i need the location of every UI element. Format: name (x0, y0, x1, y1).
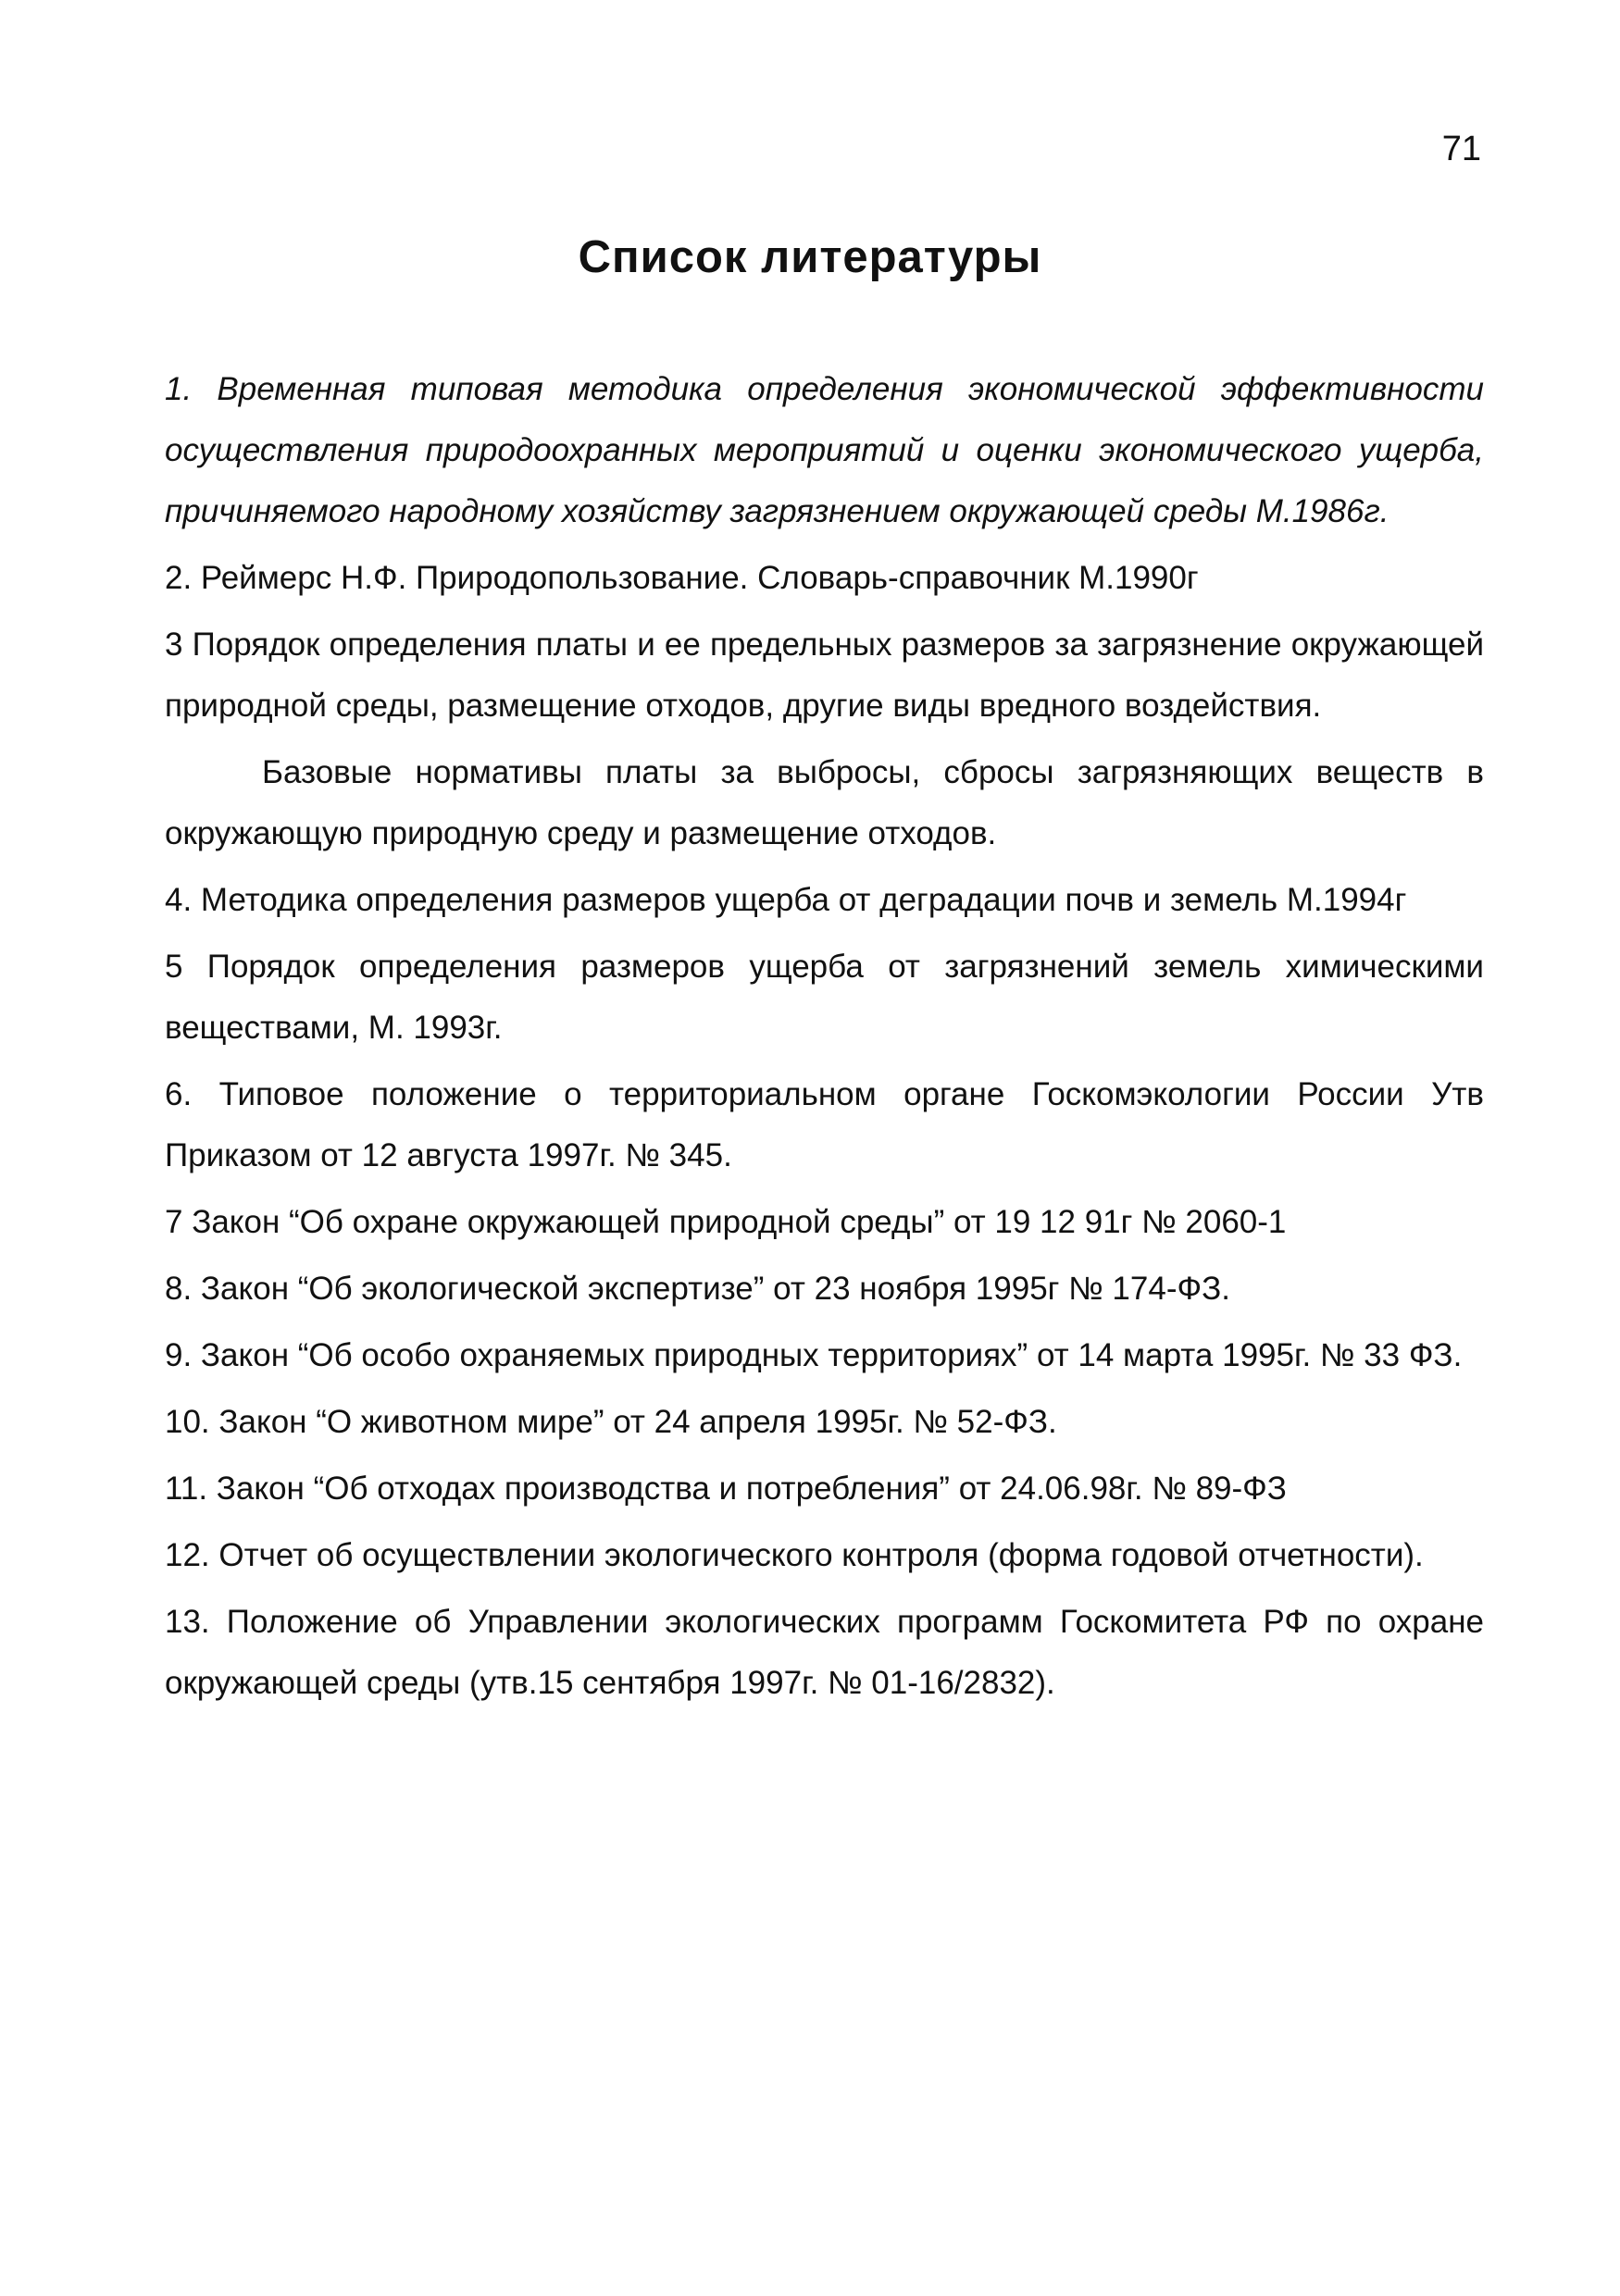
reference-item-2: 2. Реймерс Н.Ф. Природопользование. Словарь-справочник М.1990г (165, 560, 1199, 596)
page-title: Список литературы (578, 232, 1042, 282)
reference-list (165, 359, 1484, 1719)
reference-item-13: 13. Положение об Управлении экологических программ Госкомитета РФ по охране окружающей среды (утв.15 сентября 1997г. № 01-16/2832). (165, 1604, 1484, 1701)
reference-item-5: 5 Порядок определения размеров ущерба от загрязнений земель химическими веществами, М. 1993г. (165, 949, 1484, 1046)
reference-item-3-note: Базовые нормативы платы за выбросы, сбросы загрязняющих веществ в окружающую природную среду и размещение отходов. (165, 754, 1484, 851)
reference-item-1: 1. Временная типовая методика определения экономической эффективности осуществления природоохранных мероприятий и оценки экономического ущерба, причиняемого народному хозяйству загрязнением окружающей среды М.1986г. (165, 371, 1484, 529)
reference-item-11: 11. Закон “Об отходах производства и потребления” от 24.06.98г. № 89-ФЗ (165, 1471, 1287, 1507)
reference-item-7: 7 Закон “Об охране окружающей природной среды” от 19 12 91г № 2060-1 (165, 1204, 1287, 1240)
reference-item-3: 3 Порядок определения платы и ее предельных размеров за загрязнение окружающей природной среды, размещение отходов, другие виды вредного воздействия. (165, 627, 1484, 724)
reference-item-4: 4. Методика определения размеров ущерба от деградации почв и земель М.1994г (165, 882, 1407, 918)
reference-item-12: 12. Отчет об осуществлении экологического контроля (форма годовой отчетности). (165, 1537, 1424, 1573)
reference-item-10: 10. Закон “О животном мире” от 24 апреля 1995г. № 52-ФЗ. (165, 1404, 1057, 1440)
page-number: 71 (1441, 130, 1481, 168)
reference-item-9: 9. Закон “Об особо охраняемых природных территориях” от 14 марта 1995г. № 33 ФЗ. (165, 1337, 1463, 1373)
reference-item-6: 6. Типовое положение о территориальном органе Госкомэкологии России Утв Приказом от 12 августа 1997г. № 345. (165, 1076, 1484, 1173)
reference-item-8: 8. Закон “Об экологической экспертизе” от 23 ноября 1995г № 174-ФЗ. (165, 1271, 1230, 1307)
